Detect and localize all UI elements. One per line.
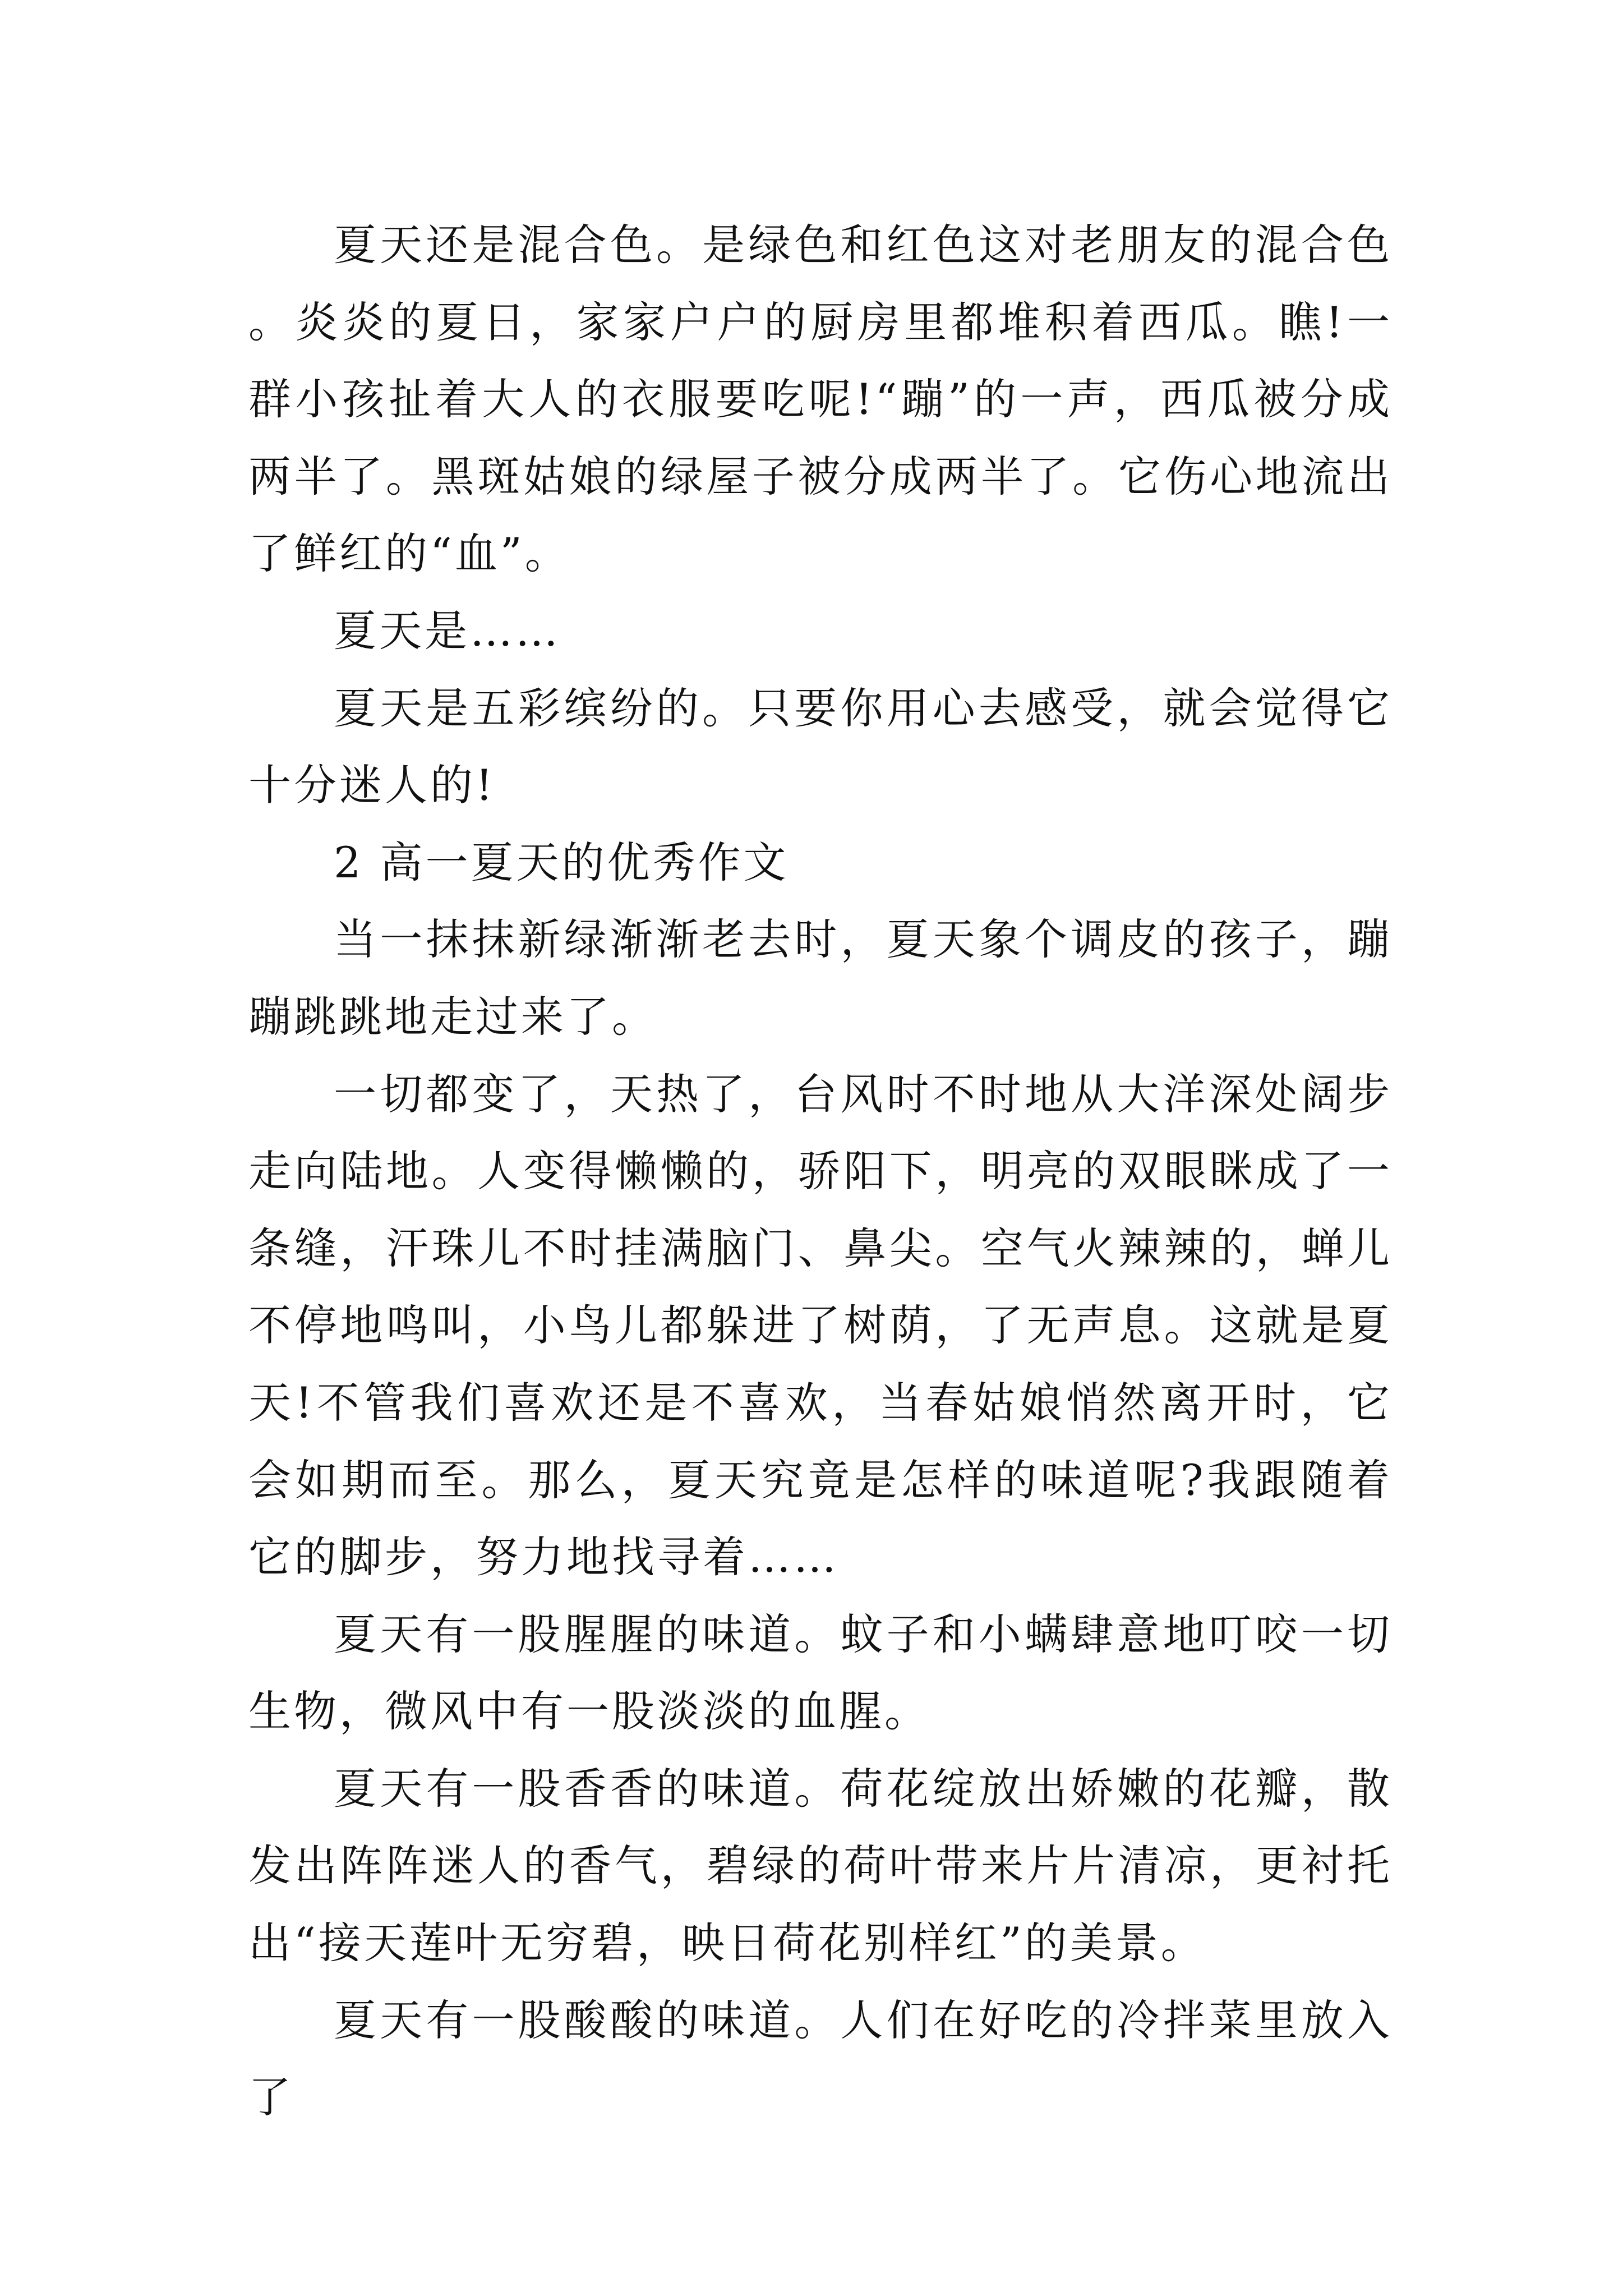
paragraph-everything-changed: 一切都变了，天热了，台风时不时地从大洋深处阔步走向陆地。人变得懒懒的，骄阳下，明亮的双眼眯成了一条缝，汗珠儿不时挂满脑门、鼻尖。空气火辣辣的，蝉儿不停地鸣叫，小鸟儿都躲进了树荫，了无声息。这就是夏天!不管我们喜欢还是不喜欢，当春姑娘悄然离开时，它会如期而至。那么，夏天究竟是怎样的味道呢?我跟随着它的脚步，努力地找寻着…… [248,1069,1393,1582]
paragraph-fragrant-taste: 夏天有一股香香的味道。荷花绽放出娇嫩的花瓣，散发出阵阵迷人的香气，碧绿的荷叶带来片片清凉，更衬托出“接天莲叶无穷碧，映日荷花别样红”的美景。 [248,1763,1393,1968]
section-heading: 2 高一夏天的优秀作文 [334,837,789,887]
paragraph-mixed-color: 夏天还是混合色。是绿色和红色这对老朋友的混合色。炎炎的夏日，家家户户的厨房里都堆积着西瓜。瞧!一群小孩扯着大人的衣服要吃呢!“蹦”的一声，西瓜被分成两半了。黑斑姑娘的绿屋子被分成两半了。它伤心地流出了鲜红的“血”。 [248,220,1393,579]
paragraph-sour-taste: 夏天有一股酸酸的味道。人们在好吃的冷拌菜里放入了 [248,1995,1393,2123]
paragraph-fishy-taste: 夏天有一股腥腥的味道。蚊子和小螨肆意地叮咬一切生物，微风中有一股淡淡的血腥。 [248,1609,1393,1737]
paragraph-colorful: 夏天是五彩缤纷的。只要你用心去感受，就会觉得它十分迷人的! [248,683,1393,811]
document-body [248,206,1393,2136]
paragraph-summer-arrives: 当一抹抹新绿渐渐老去时，夏天象个调皮的孩子，蹦蹦跳跳地走过来了。 [248,914,1393,1042]
paragraph-summer-is: 夏天是…… [334,605,561,656]
